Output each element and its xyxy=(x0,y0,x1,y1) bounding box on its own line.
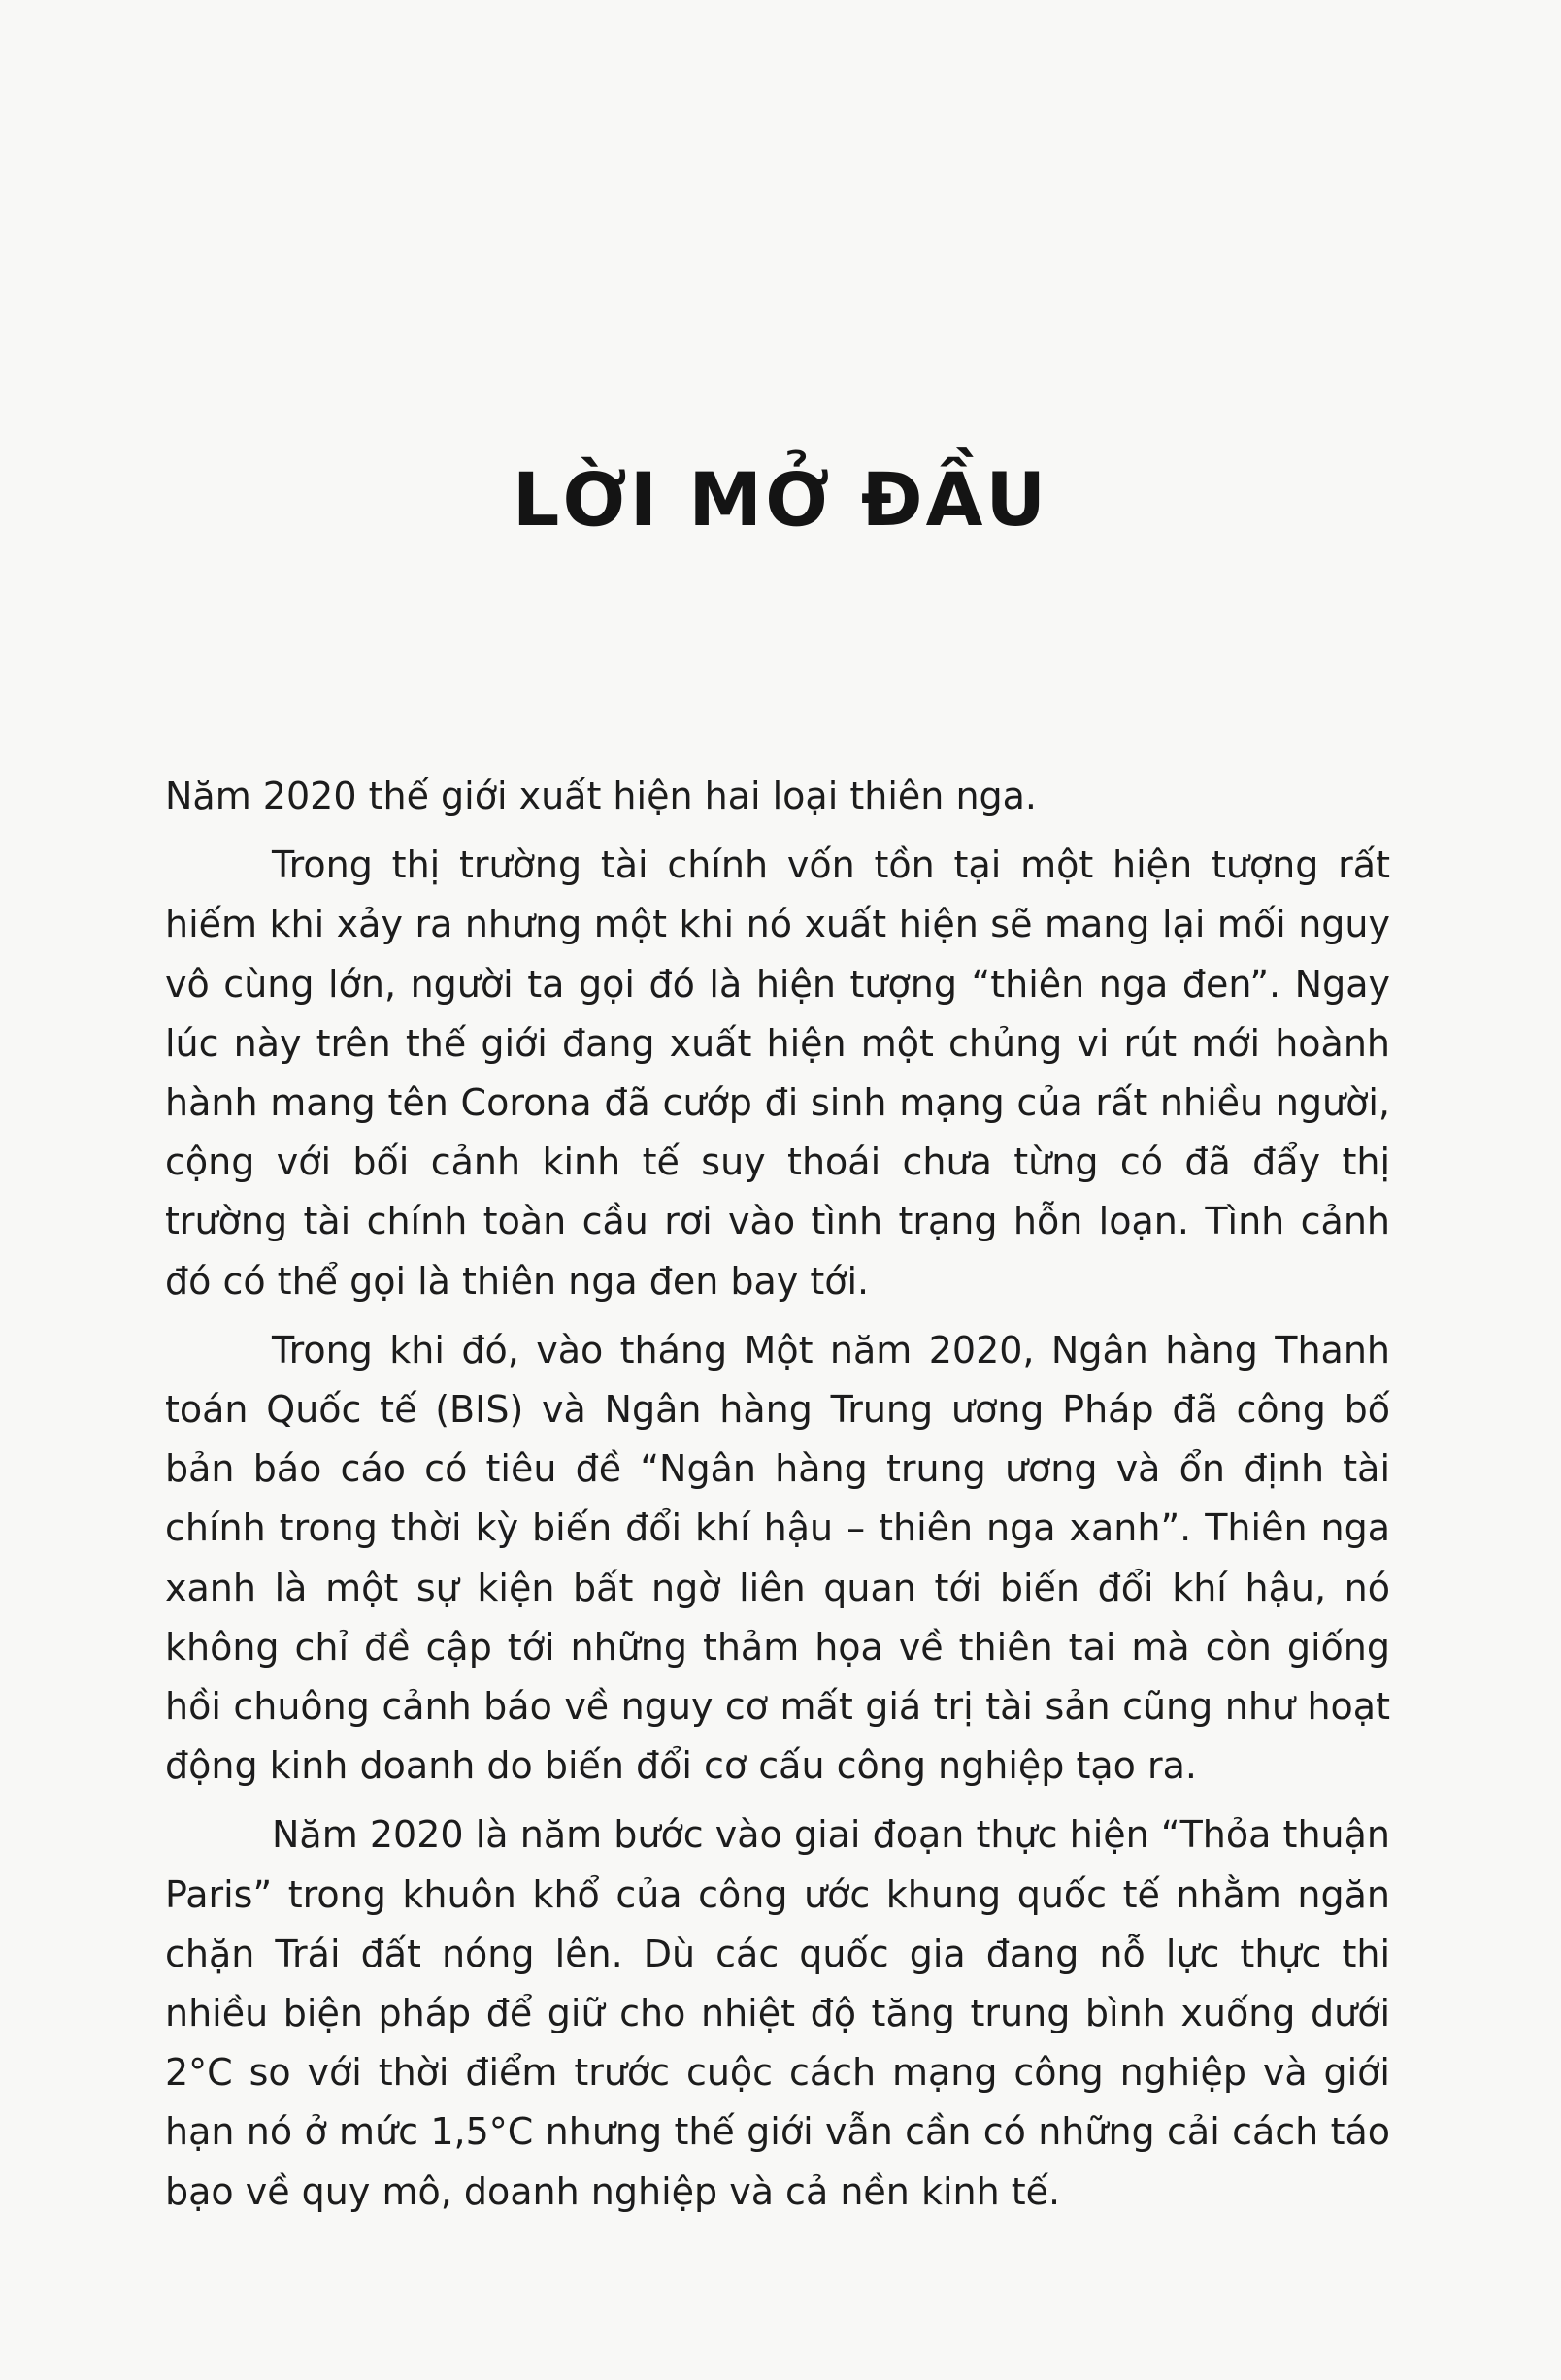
paragraph: Năm 2020 thế giới xuất hiện hai loại thiên nga. xyxy=(165,775,1038,817)
paragraph: Trong thị trường tài chính vốn tồn tại một hiện tượng rất hiếm khi xảy ra nhưng một khi nó xuất hiện sẽ mang lại mối nguy vô cùng lớn, người ta gọi đó là hiện tượng “thiên nga đen”. Ngay lúc này trên thế giới đang xuất hiện một chủng vi rút mới hoành hành mang tên Corona đã cướp đi sinh mạng của rất nhiều người, cộng với bối cảnh kinh tế suy thoái chưa từng có đã đẩy thị trường tài chính toàn cầu rơi vào tình trạng hỗn loạn. Tình cảnh đó có thể gọi là thiên nga đen bay tới. xyxy=(165,843,1390,1303)
paragraph: Trong khi đó, vào tháng Một năm 2020, Ngân hàng Thanh toán Quốc tế (BIS) và Ngân hàng Trung ương Pháp đã công bố bản báo cáo có tiêu đề “Ngân hàng trung ương và ổn định tài chính trong thời kỳ biến đổi khí hậu – thiên nga xanh”. Thiên nga xanh là một sự kiện bất ngờ liên quan tới biến đổi khí hậu, nó không chỉ đề cập tới những thảm họa về thiên tai mà còn giống hồi chuông cảnh báo về nguy cơ mất giá trị tài sản cũng như hoạt động kinh doanh do biến đổi cơ cấu công nghiệp tạo ra. xyxy=(165,1328,1390,1788)
body-text xyxy=(165,767,1390,2222)
paragraph: Năm 2020 là năm bước vào giai đoạn thực hiện “Thỏa thuận Paris” trong khuôn khổ của công ước khung quốc tế nhằm ngăn chặn Trái đất nóng lên. Dù các quốc gia đang nỗ lực thực thi nhiều biện pháp để giữ cho nhiệt độ tăng trung bình xuống dưới 2°C so với thời điểm trước cuộc cách mạng công nghiệp và giới hạn nó ở mức 1,5°C nhưng thế giới vẫn cần có những cải cách táo bạo về quy mô, doanh nghiệp và cả nền kinh tế. xyxy=(165,1813,1390,2213)
chapter-title: LỜI MỞ ĐẦU xyxy=(512,456,1049,543)
